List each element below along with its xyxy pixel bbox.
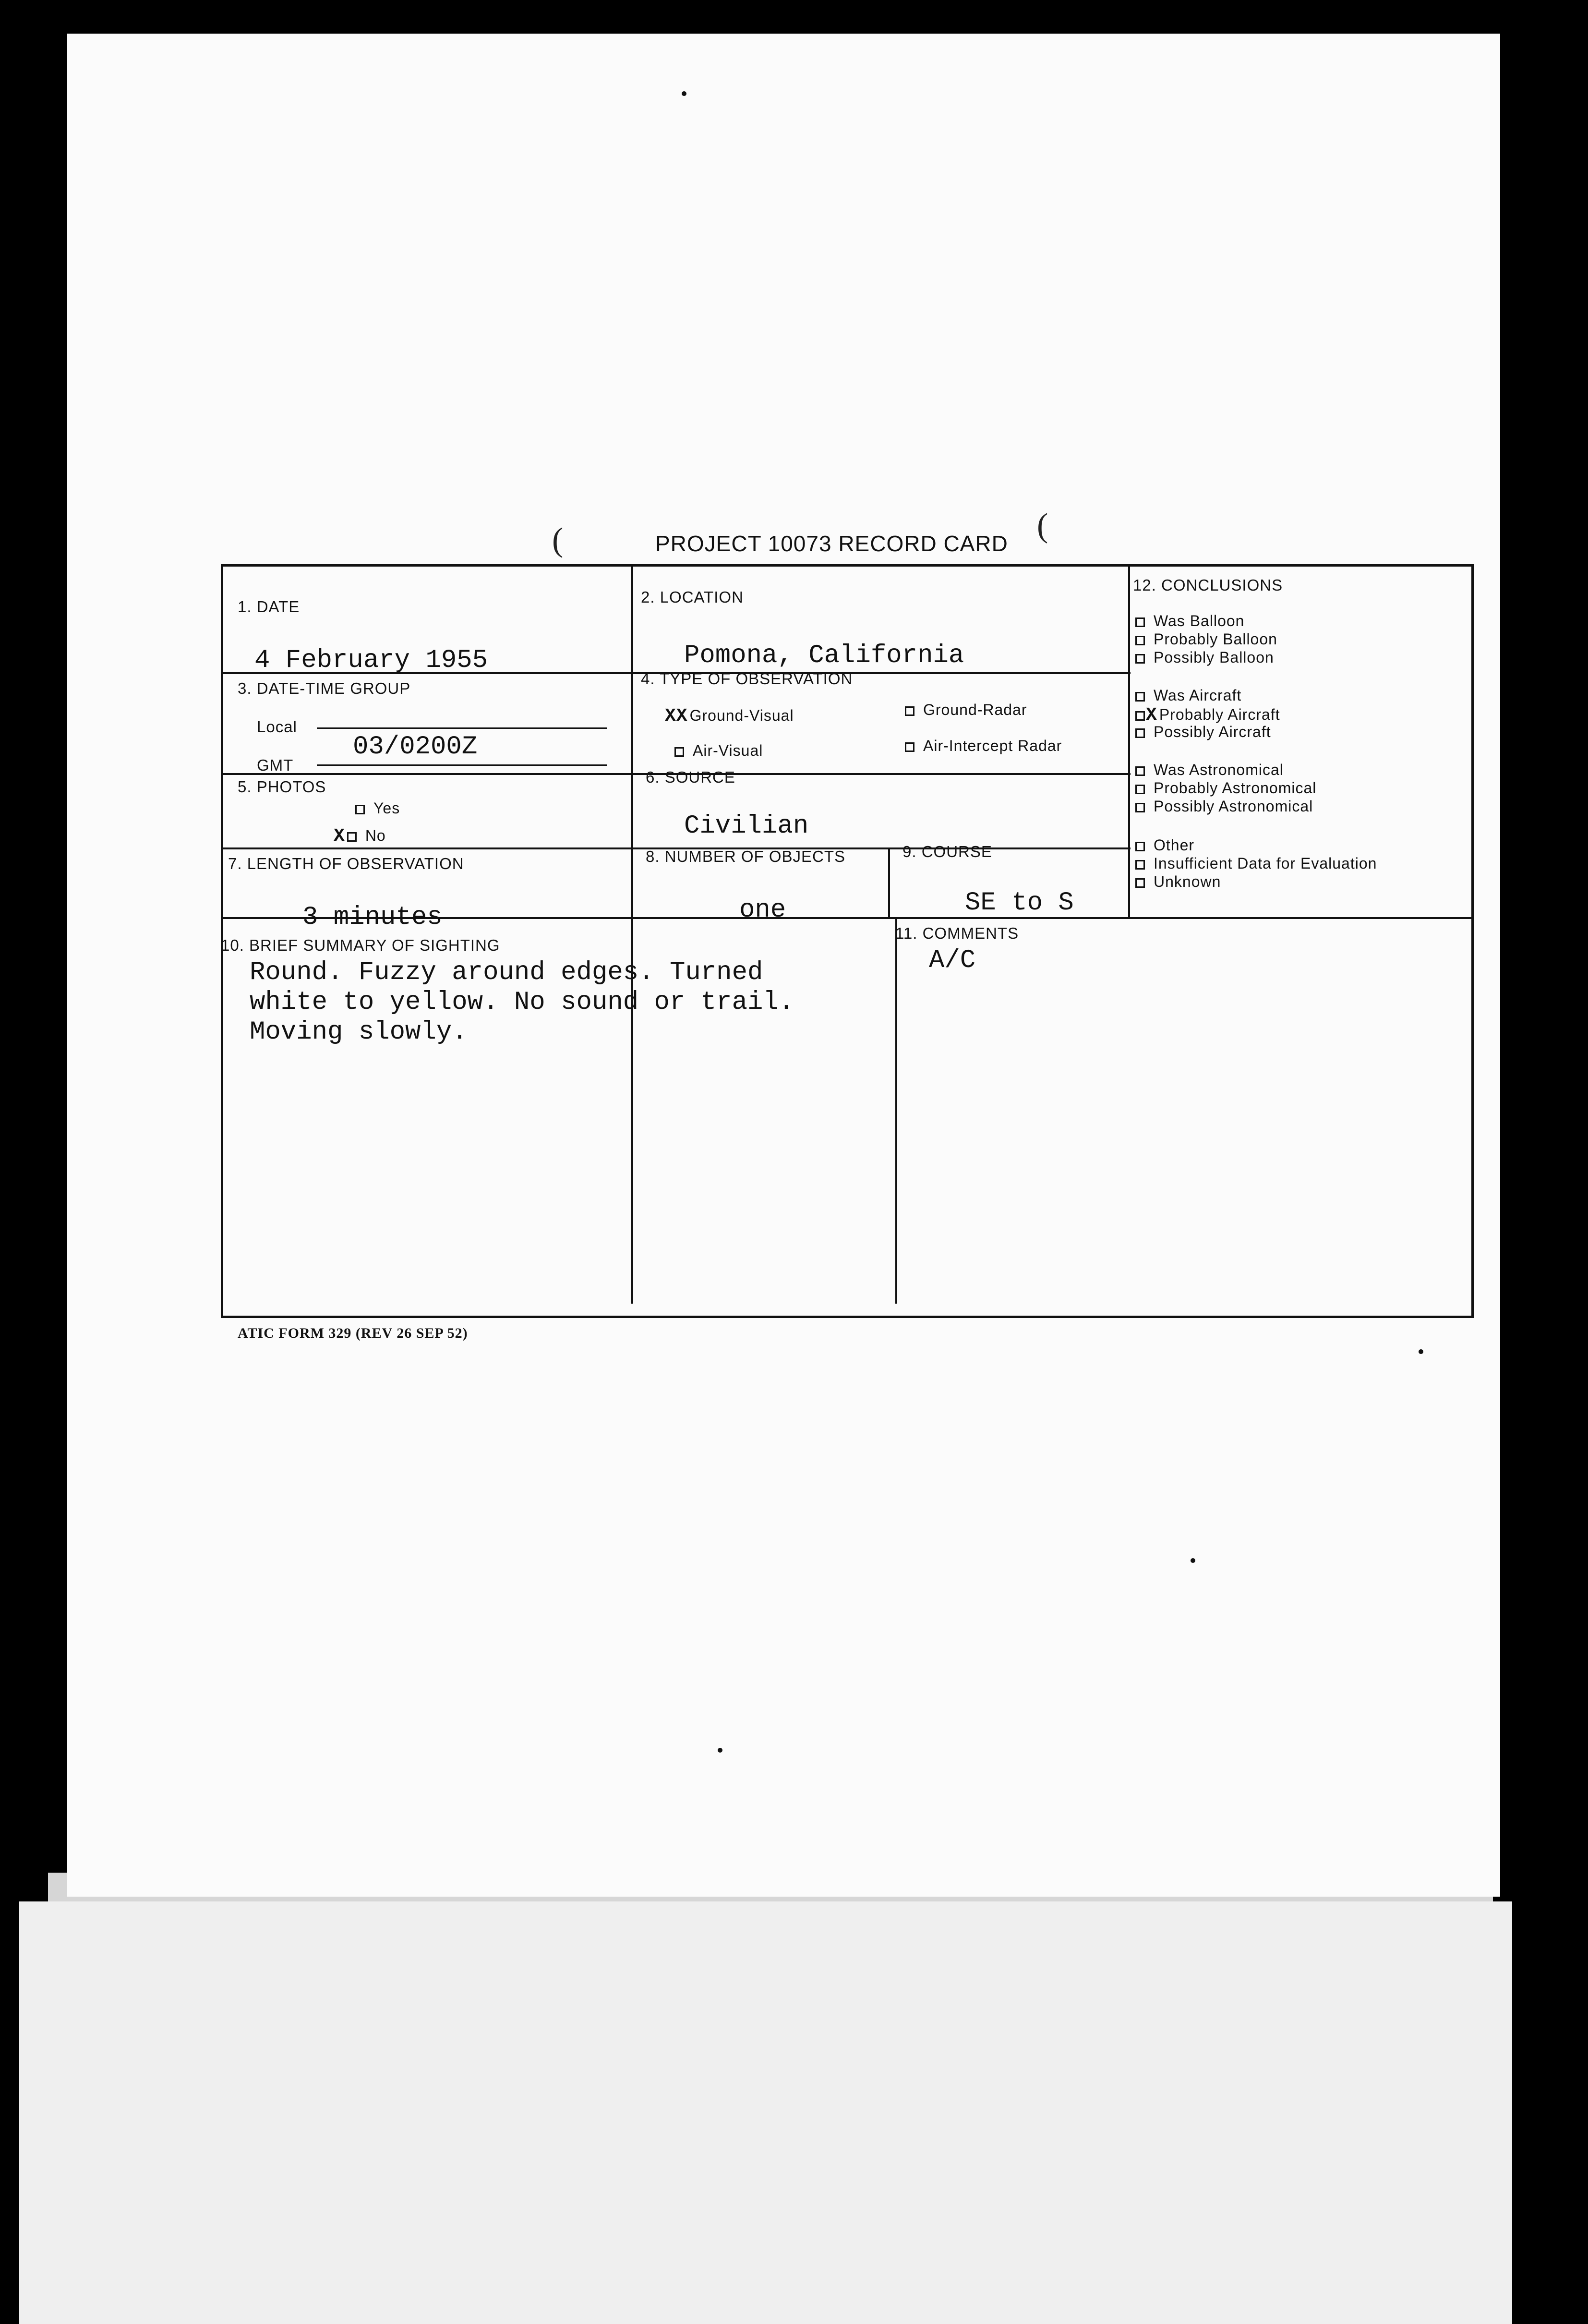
divider-col-conclusions xyxy=(1128,567,1130,917)
conclusion-insufficient-data: Insufficient Data for Evaluation xyxy=(1135,855,1377,872)
comments-value: A/C xyxy=(929,946,976,975)
checkbox xyxy=(1135,803,1145,812)
checkbox xyxy=(1135,617,1145,627)
dtg-label: 3. DATE-TIME GROUP xyxy=(238,679,411,697)
course-label: 9. COURSE xyxy=(902,843,992,860)
conclusion-possibly-astronomical: Possibly Astronomical xyxy=(1135,798,1313,815)
number-objects-value: one xyxy=(739,896,786,925)
conclusion-was-astronomical: Was Astronomical xyxy=(1135,761,1284,779)
checkbox xyxy=(1135,654,1145,664)
checkbox xyxy=(1135,860,1145,870)
scan-speck xyxy=(682,91,686,96)
scan-speck xyxy=(718,1748,722,1753)
comments-label: 11. COMMENTS xyxy=(895,924,1019,942)
location-label: 2. LOCATION xyxy=(641,588,744,606)
scan-speck xyxy=(1419,1349,1423,1354)
conclusion-possibly-balloon: Possibly Balloon xyxy=(1135,649,1274,666)
dtg-local-line xyxy=(317,727,607,729)
number-objects-label: 8. NUMBER OF OBJECTS xyxy=(646,847,846,865)
dtg-gmt-line xyxy=(317,764,607,766)
card-title: PROJECT 10073 RECORD CARD xyxy=(655,531,1008,556)
underlying-page xyxy=(19,1901,1512,2324)
conclusion-possibly-aircraft: Possibly Aircraft xyxy=(1135,723,1271,741)
summary-text xyxy=(250,958,794,1047)
obs-ground-radar: Ground-Radar xyxy=(905,701,1027,719)
divider-col-a xyxy=(631,567,633,1304)
dtg-gmt-label: GMT xyxy=(257,756,294,774)
checkbox xyxy=(1135,766,1145,776)
checkbox xyxy=(347,832,357,842)
divider-col-comments xyxy=(895,917,897,1304)
checkbox xyxy=(1135,878,1145,888)
summary-line: white to yellow. No sound or trail. xyxy=(250,988,794,1017)
photos-label: 5. PHOTOS xyxy=(238,778,326,796)
checkbox xyxy=(1135,636,1145,645)
checkbox xyxy=(355,805,365,814)
form-id: ATIC FORM 329 (REV 26 SEP 52) xyxy=(238,1325,468,1341)
obs-air-visual: Air-Visual xyxy=(674,742,763,760)
source-value: Civilian xyxy=(684,811,809,841)
summary-label: 10. BRIEF SUMMARY OF SIGHTING xyxy=(221,936,500,954)
obs-ground-visual: XX Ground-Visual xyxy=(665,706,794,726)
conclusion-was-aircraft: Was Aircraft xyxy=(1135,687,1241,704)
course-value: SE to S xyxy=(965,888,1074,918)
paren-right: ( xyxy=(1037,507,1048,544)
checkbox xyxy=(1135,692,1145,702)
checkbox xyxy=(674,747,684,757)
source-label: 6. SOURCE xyxy=(646,768,735,786)
paren-left: ( xyxy=(552,521,564,558)
checkbox xyxy=(1135,785,1145,794)
checkbox xyxy=(1135,842,1145,851)
location-value: Pomona, California xyxy=(684,641,964,670)
observation-type-label: 4. TYPE OF OBSERVATION xyxy=(641,670,853,688)
checkbox xyxy=(905,706,914,716)
conclusion-probably-astronomical: Probably Astronomical xyxy=(1135,779,1316,797)
conclusion-other: Other xyxy=(1135,836,1194,854)
conclusion-probably-balloon: Probably Balloon xyxy=(1135,630,1277,648)
length-value: 3 minutes xyxy=(302,903,443,932)
date-label: 1. DATE xyxy=(238,598,300,616)
photos-yes: Yes xyxy=(355,799,400,817)
divider-col-course xyxy=(888,847,890,917)
length-label: 7. LENGTH OF OBSERVATION xyxy=(228,855,464,872)
conclusion-was-balloon: Was Balloon xyxy=(1135,612,1244,630)
dtg-local-label: Local xyxy=(257,718,297,736)
conclusion-probably-aircraft: X Probably Aircraft xyxy=(1135,705,1280,726)
scan-speck xyxy=(1191,1558,1195,1563)
summary-line: Moving slowly. xyxy=(250,1017,468,1047)
dtg-gmt-value: 03/0200Z xyxy=(353,732,478,762)
checkbox xyxy=(1135,728,1145,738)
obs-air-intercept-radar: Air-Intercept Radar xyxy=(905,737,1062,755)
summary-line: Round. Fuzzy around edges. Turned xyxy=(250,958,763,987)
photos-no: X No xyxy=(334,826,386,847)
date-value: 4 February 1955 xyxy=(254,646,488,675)
checkbox xyxy=(905,742,914,752)
conclusion-unknown: Unknown xyxy=(1135,873,1221,891)
checkbox xyxy=(1135,711,1145,721)
conclusions-label: 12. CONCLUSIONS xyxy=(1133,576,1283,594)
